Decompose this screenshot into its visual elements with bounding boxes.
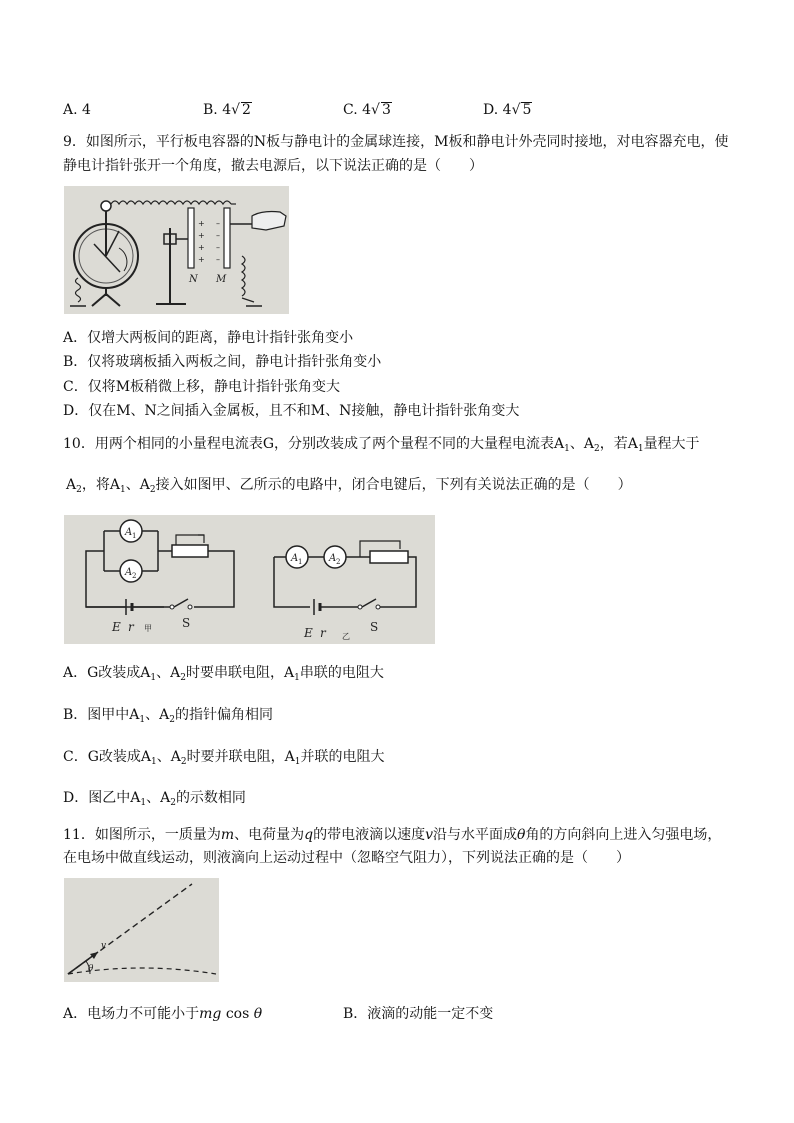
svg-text:甲: 甲 <box>144 624 152 633</box>
q9-option-c: C．仅将M板稍微上移，静电计指针张角变大 <box>63 379 341 395</box>
svg-text:A: A <box>329 553 337 564</box>
q8-option-b: B. 4√ 2 <box>203 102 251 118</box>
ammeter-circuits-diagram <box>64 515 435 644</box>
svg-text:r: r <box>128 620 134 634</box>
q11-option-a: A．电场力不可能小于mg cos θ <box>63 1006 263 1022</box>
q8-option-d: D. 4√ 5 <box>483 102 532 118</box>
svg-text:E: E <box>304 626 313 640</box>
q9-option-d: D．仅在M、N之间插入金属板，且不和M、N接触，静电计指针张角变大 <box>63 403 520 419</box>
svg-text:r: r <box>320 626 326 640</box>
q8-option-a: A. 4 <box>63 102 91 118</box>
q11-stem-line1: 11．如图所示，一质量为m、电荷量为q的带电液滴以速度v沿与水平面成θ角的方向斜向上进入匀强电场， <box>63 827 722 843</box>
svg-text:1: 1 <box>132 532 137 540</box>
q10-option-d: D．图乙中$A_1$、$A_2$的示数相同 <box>63 790 246 808</box>
svg-text:2: 2 <box>132 572 137 580</box>
svg-text:A: A <box>291 553 299 564</box>
circuit-jia <box>86 520 234 634</box>
svg-text:S: S <box>182 616 191 630</box>
label-theta: θ <box>88 964 94 974</box>
droplet-trajectory-diagram <box>64 878 219 982</box>
svg-text:–: – <box>216 219 220 228</box>
svg-text:乙: 乙 <box>342 632 350 641</box>
circuit-yi <box>274 541 416 641</box>
q10-option-a: A．G改装成$A_1$、$A_2$时要串联电阻，$A_1$串联的电阻大 <box>63 665 384 683</box>
q8-option-c: C. 4√ 3 <box>343 102 391 118</box>
q11-stem-line2: 在电场中做直线运动，则液滴向上运动过程中（忽略空气阻力），下列说法正确的是（ ） <box>63 850 630 866</box>
q10-option-b: B．图甲中$A_1$、$A_2$的指针偏角相同 <box>63 707 273 725</box>
svg-text:A: A <box>125 527 133 538</box>
q10-figure <box>64 515 435 644</box>
q9-stem-line2: 静电计指针张开一个角度，撤去电源后，以下说法正确的是（ ） <box>63 158 483 174</box>
label-m: M <box>216 274 227 285</box>
svg-text:+: + <box>198 243 205 252</box>
q11-option-b: B．液滴的动能一定不变 <box>343 1006 494 1022</box>
q9-stem-line1: 9．如图所示，平行板电容器的N板与静电计的金属球连接，M板和静电计外壳同时接地，对电容器充电，使 <box>63 134 729 150</box>
svg-text:S: S <box>370 620 379 634</box>
q10-stem-line2: $A_2$，将$A_1$、$A_2$接入如图甲、乙所示的电路中，闭合电键后，下列有关说法正确的是（ ） <box>66 477 632 495</box>
electroscope-capacitor-diagram <box>64 186 289 314</box>
svg-text:+: + <box>198 231 205 240</box>
svg-text:–: – <box>216 243 220 252</box>
svg-text:2: 2 <box>336 558 341 566</box>
q10-option-c: C．G改装成$A_1$、$A_2$时要并联电阻，$A_1$并联的电阻大 <box>63 749 385 767</box>
svg-text:+: + <box>198 219 205 228</box>
svg-text:A: A <box>125 567 133 578</box>
svg-text:E: E <box>112 620 121 634</box>
label-n: N <box>189 274 198 285</box>
q11-figure <box>64 878 219 982</box>
q10-stem-line1: 10．用两个相同的小量程电流表G，分别改装成了两个量程不同的大量程电流表$A_1$、$A_2$，若$A_1$量程大于 <box>63 436 700 454</box>
q9-figure <box>64 186 289 314</box>
svg-text:–: – <box>216 231 220 240</box>
svg-text:1: 1 <box>298 558 303 566</box>
label-v: v <box>101 941 107 951</box>
q9-option-b: B．仅将玻璃板插入两板之间，静电计指针张角变小 <box>63 354 382 370</box>
q9-option-a: A．仅增大两板间的距离，静电计指针张角变小 <box>63 330 354 346</box>
svg-text:+: + <box>198 255 205 264</box>
svg-text:–: – <box>216 255 220 264</box>
